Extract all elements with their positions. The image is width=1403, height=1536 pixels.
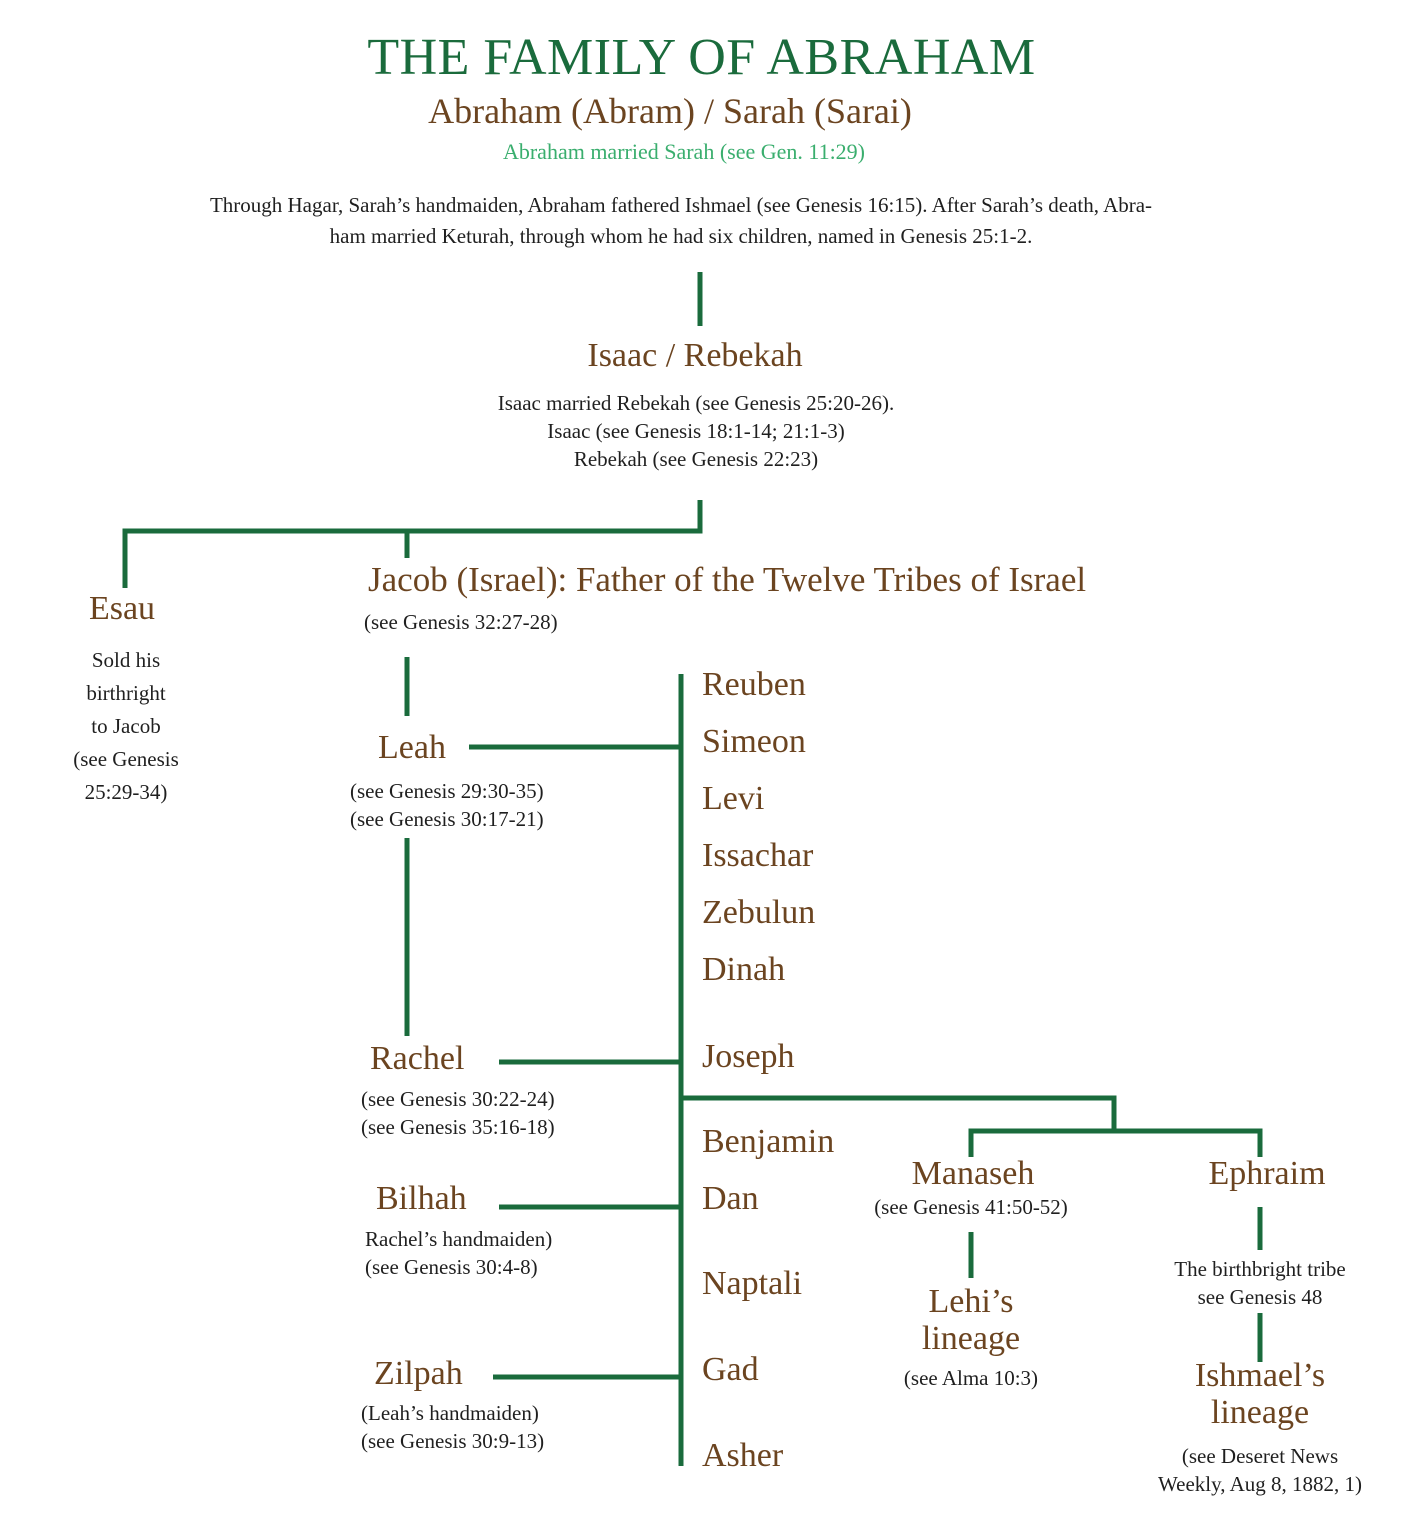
lehi-lineage-note: (see Alma 10:3)	[903, 1366, 1039, 1390]
wife-leah-notes	[350, 777, 544, 833]
lehi-lineage-line: lineage	[921, 1320, 1021, 1357]
wife-note: (see Genesis 30:22-24)	[361, 1087, 555, 1111]
child-naptali: Naptali	[702, 1265, 803, 1302]
esau-notes	[40, 644, 212, 809]
ishmael-lineage-notes	[1120, 1442, 1400, 1498]
abraham-description	[0, 191, 1362, 250]
abraham-description-line: ham married Keturah, through whom he had six children, named in Genesis 25:1-2.	[329, 224, 1033, 248]
wife-note: (see Genesis 30:17-21)	[350, 807, 544, 831]
wife-rachel-name: Rachel	[370, 1040, 465, 1077]
isaac-note: Rebekah (see Genesis 22:23)	[573, 447, 819, 471]
wife-note: (Leah’s handmaiden)	[361, 1401, 539, 1425]
jacob-note: (see Genesis 32:27-28)	[364, 610, 558, 634]
esau-note: birthright	[86, 681, 166, 705]
child-dan: Dan	[702, 1180, 759, 1217]
isaac-note: Isaac married Rebekah (see Genesis 25:20-26).	[497, 391, 895, 415]
child-simeon: Simeon	[702, 723, 806, 760]
ephraim-notes	[1130, 1255, 1390, 1311]
child-zebulun: Zebulun	[702, 894, 816, 931]
child-asher: Asher	[702, 1437, 784, 1474]
wife-note: Rachel’s handmaiden)	[365, 1227, 553, 1251]
ephraim-name: Ephraim	[1208, 1155, 1326, 1192]
child-issachar: Issachar	[702, 837, 814, 874]
wife-zilpah-name: Zilpah	[374, 1355, 463, 1392]
abraham-marriage-note: Abraham married Sarah (see Gen. 11:29)	[502, 139, 866, 164]
child-benjamin: Benjamin	[702, 1123, 835, 1160]
ishmael-lineage-note: Weekly, Aug 8, 1882, 1)	[1157, 1472, 1362, 1496]
page-title: THE FAMILY OF ABRAHAM	[367, 29, 1036, 86]
abraham-sarah-name: Abraham (Abram) / Sarah (Sarai)	[428, 91, 912, 131]
child-joseph: Joseph	[702, 1038, 795, 1075]
esau-name: Esau	[88, 590, 156, 627]
manaseh-name: Manaseh	[911, 1155, 1035, 1192]
esau-note: 25:29-34)	[84, 780, 168, 804]
lehi-lineage-line: Lehi’s	[928, 1283, 1014, 1320]
isaac-rebekah-name: Isaac / Rebekah	[587, 337, 803, 374]
isaac-notes	[0, 389, 1392, 473]
esau-note: Sold his	[91, 648, 161, 672]
abraham-description-line: Through Hagar, Sarah’s handmaiden, Abraham fathered Ishmael (see Genesis 16:15). After Sarah’s death, Abra-	[209, 193, 1153, 217]
wife-note: (see Genesis 29:30-35)	[350, 779, 544, 803]
wife-rachel-notes	[361, 1085, 555, 1141]
isaac-note: Isaac (see Genesis 18:1-14; 21:1-3)	[547, 419, 845, 443]
ishmael-lineage-note: (see Deseret News	[1181, 1444, 1339, 1468]
child-levi: Levi	[702, 780, 765, 817]
wife-bilhah-notes	[365, 1225, 552, 1281]
esau-note: (see Genesis	[73, 747, 179, 771]
wife-leah-name: Leah	[378, 729, 446, 766]
ishmael-lineage-line: Ishmael’s	[1194, 1357, 1326, 1394]
ephraim-note: see Genesis 48	[1197, 1285, 1323, 1309]
manaseh-note: (see Genesis 41:50-52)	[874, 1195, 1068, 1219]
ephraim-note: The birthbright tribe	[1174, 1257, 1346, 1281]
ishmael-lineage-line: lineage	[1210, 1394, 1310, 1431]
esau-note: to Jacob	[91, 714, 161, 738]
wife-note: (see Genesis 30:4-8)	[365, 1255, 538, 1279]
child-reuben: Reuben	[702, 666, 806, 703]
wife-bilhah-name: Bilhah	[376, 1180, 467, 1217]
jacob-name: Jacob (Israel): Father of the Twelve Tribes of Israel	[368, 560, 1087, 599]
child-dinah: Dinah	[702, 951, 786, 988]
lehi-lineage-name	[871, 1283, 1071, 1357]
ishmael-lineage-name	[1150, 1357, 1370, 1431]
child-gad: Gad	[702, 1351, 759, 1388]
wife-note: (see Genesis 35:16-18)	[361, 1115, 555, 1139]
wife-note: (see Genesis 30:9-13)	[361, 1429, 545, 1453]
wife-zilpah-notes	[361, 1399, 544, 1455]
